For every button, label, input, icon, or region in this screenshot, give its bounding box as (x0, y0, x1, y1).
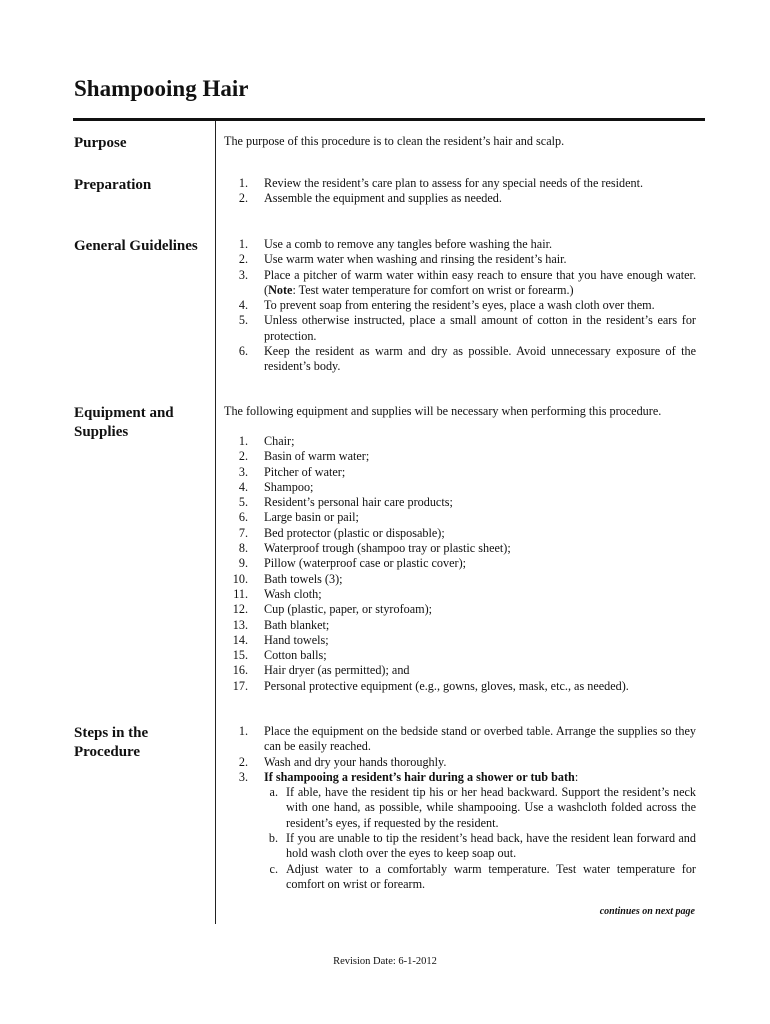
item-number: 5. (238, 313, 248, 328)
heading-line: Procedure (74, 744, 141, 760)
list-item (224, 465, 696, 480)
heading-line: Supplies (74, 424, 129, 440)
item-text: Unless otherwise instructed, place a small amount of cotton in the resident’s ears for protection. (264, 313, 696, 343)
item-text: Personal protective equipment (e.g., gowns, gloves, mask, etc., as needed). (264, 678, 629, 693)
sub-list-item (264, 785, 696, 831)
item-text: Use a comb to remove any tangles before washing the hair. (264, 237, 553, 251)
item-bold-text: If shampooing a resident’s hair during a shower or tub bath (264, 769, 575, 784)
item-number: 3. (238, 464, 248, 479)
item-number: 2. (238, 191, 248, 206)
list-item (224, 572, 696, 587)
preparation-heading: Preparation (74, 177, 152, 193)
list-item (224, 298, 696, 313)
item-text: Cup (plastic, paper, or styrofoam); (264, 602, 433, 617)
item-number: 1. (238, 176, 248, 190)
continues-note: continues on next page (599, 906, 695, 917)
item-text: Shampoo; (264, 479, 314, 494)
list-item (224, 679, 696, 694)
list-item (224, 556, 696, 571)
heading-line: Steps in the (74, 725, 149, 741)
item-number: 4. (238, 479, 248, 494)
item-number: 9. (238, 556, 248, 571)
column-divider (215, 121, 216, 924)
sub-list-item (264, 831, 696, 862)
item-letter: c. (269, 861, 278, 876)
list-item (224, 344, 696, 375)
item-text: Adjust water to a comfortably warm temperature. Test water temperature for comfort on wrist or forearm. (286, 861, 696, 891)
item-number: 3. (238, 769, 248, 784)
list-item (224, 648, 696, 663)
item-text: Place the equipment on the bedside stand or overbed table. Arrange the supplies so they can be easily reached. (264, 724, 696, 754)
revision-date: Revision Date: 6-1-2012 (333, 956, 437, 967)
list-item (224, 663, 696, 678)
item-text: Pillow (waterproof case or plastic cover); (264, 556, 467, 571)
list-item (224, 633, 696, 648)
item-number: 2. (238, 754, 248, 769)
item-text: Wash and dry your hands thoroughly. (264, 754, 447, 769)
purpose-text: The purpose of this procedure is to clean the resident’s hair and scalp. (224, 134, 565, 148)
title-rule (73, 118, 705, 121)
item-text: : Test water temperature for comfort on wrist or forearm.) (292, 282, 574, 297)
item-text: Hair dryer (as permitted); and (264, 663, 410, 678)
list-item (224, 313, 696, 344)
item-number: 1. (238, 237, 248, 251)
item-text: Pitcher of water; (264, 464, 346, 479)
steps-list (224, 724, 696, 892)
item-number: 2. (238, 449, 248, 464)
note-label: Note (268, 282, 293, 297)
item-number: 6. (238, 510, 248, 525)
item-number: 1. (238, 434, 248, 448)
item-number: 8. (238, 541, 248, 556)
item-text: Bath blanket; (264, 617, 330, 632)
list-item (224, 480, 696, 495)
equipment-heading (74, 404, 174, 442)
item-text: Assemble the equipment and supplies as needed. (264, 191, 502, 206)
item-number: 3. (238, 267, 248, 282)
item-number: 15. (232, 648, 248, 663)
list-item (224, 541, 696, 556)
item-text: Basin of warm water; (264, 449, 370, 464)
list-item (224, 526, 696, 541)
steps-heading (74, 724, 148, 762)
item-text: Resident’s personal hair care products; (264, 495, 453, 510)
item-number: 14. (232, 632, 248, 647)
list-item (224, 434, 696, 449)
guidelines-heading: General Guidelines (74, 238, 198, 254)
item-letter: a. (269, 785, 278, 800)
list-item (224, 176, 696, 191)
item-text: Waterproof trough (shampoo tray or plastic sheet); (264, 541, 511, 556)
item-suffix: : (574, 769, 579, 784)
list-item (224, 449, 696, 464)
equipment-intro: The following equipment and supplies will be necessary when performing this procedure. (224, 404, 662, 418)
item-number: 16. (232, 663, 248, 678)
item-number: 12. (232, 602, 248, 617)
list-item (224, 268, 696, 299)
purpose-heading: Purpose (74, 135, 127, 151)
steps-sublist (264, 785, 696, 892)
list-item (224, 755, 696, 770)
sub-list-item (264, 862, 696, 893)
item-number: 10. (232, 571, 248, 586)
item-text: If able, have the resident tip his or her head backward. Support the resident’s neck with one hand, as possible, while shampooing. Use a washcloth folded across the resident’s eyes, if requested by the resident. (286, 785, 696, 830)
item-text: Hand towels; (264, 632, 329, 647)
item-text: To prevent soap from entering the resident’s eyes, place a wash cloth over them. (264, 298, 655, 313)
item-text: Use warm water when washing and rinsing the resident’s hair. (264, 252, 567, 267)
item-text: Chair; (264, 434, 295, 448)
item-letter: b. (268, 831, 278, 846)
item-text: Bath towels (3); (264, 571, 343, 586)
item-number: 2. (238, 252, 248, 267)
list-item (224, 770, 696, 892)
item-text: Large basin or pail; (264, 510, 359, 525)
heading-line: Equipment and (74, 405, 174, 421)
item-number: 7. (238, 525, 248, 540)
equipment-list (224, 434, 696, 694)
list-item (224, 587, 696, 602)
item-number: 17. (232, 678, 248, 693)
item-number: 4. (238, 298, 248, 313)
page-title: Shampooing Hair (74, 76, 249, 101)
item-text: Cotton balls; (264, 648, 327, 663)
preparation-list (224, 176, 696, 207)
list-item (224, 237, 696, 252)
list-item (224, 602, 696, 617)
item-number: 11. (233, 586, 248, 601)
item-text: Bed protector (plastic or disposable); (264, 525, 445, 540)
item-text: Wash cloth; (264, 586, 322, 601)
list-item (224, 724, 696, 755)
item-number: 1. (238, 724, 248, 738)
item-text: Keep the resident as warm and dry as possible. Avoid unnecessary exposure of the resident’s body. (264, 344, 696, 374)
item-text: If you are unable to tip the resident’s head back, have the resident lean forward and hold wash cloth over the eyes to keep soap out. (286, 831, 696, 861)
item-number: 5. (238, 495, 248, 510)
list-item (224, 618, 696, 633)
item-number: 6. (238, 344, 248, 359)
item-number: 13. (232, 617, 248, 632)
item-text: Review the resident’s care plan to assess for any special needs of the resident. (264, 176, 644, 190)
item-text: Place a pitcher of warm water within easy reach to ensure that you have enough water. ( (264, 267, 696, 297)
guidelines-list (224, 237, 696, 375)
list-item (224, 252, 696, 267)
list-item (224, 495, 696, 510)
list-item (224, 191, 696, 206)
list-item (224, 510, 696, 525)
